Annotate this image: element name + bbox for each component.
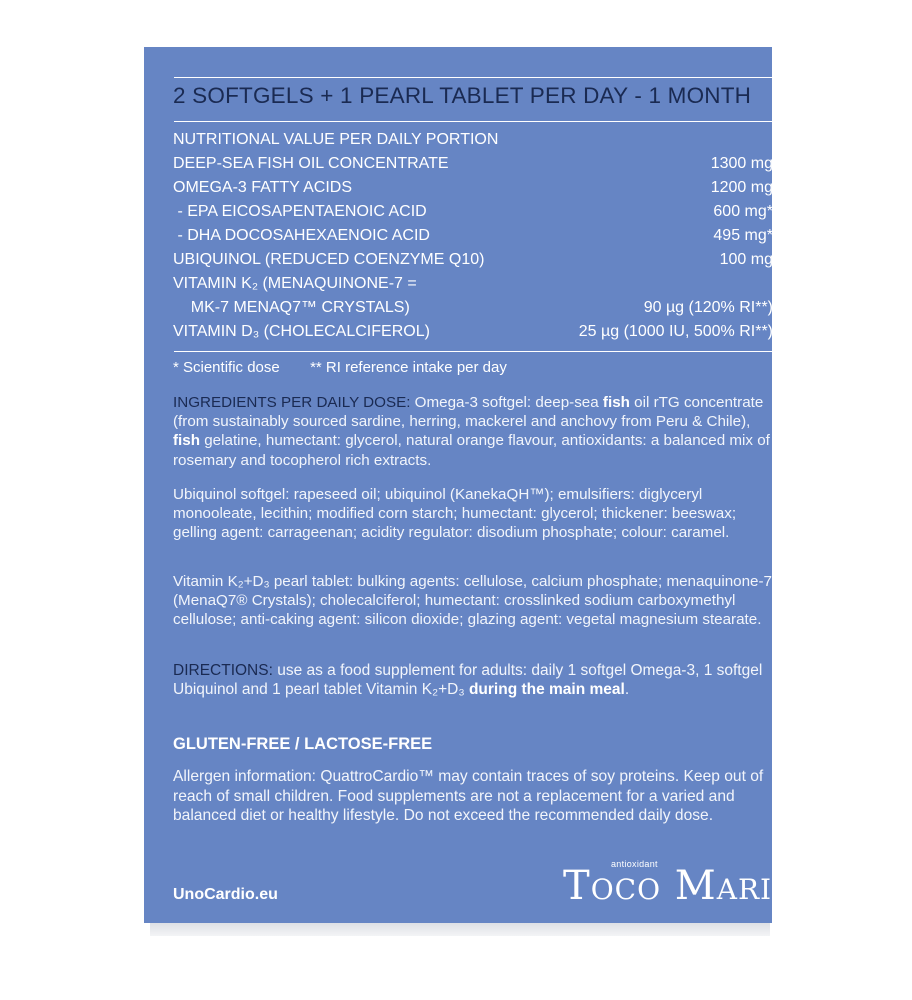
nutrition-row xyxy=(173,248,773,272)
tocomarin-logo xyxy=(563,859,798,909)
ingredients-ubiquinol: Ubiquinol softgel: rapeseed oil; ubiquinol (KanekaQH™); emulsifiers: diglyceryl monooleate, lecithin; modified corn starch; humectant: glycerol; thickener: beeswax; gelling agent: carrageenan; acidity regulator: disodium phosphate; colour: caramel. xyxy=(173,486,737,542)
nutrient-name: DEEP-SEA FISH OIL CONCENTRATE xyxy=(173,155,449,172)
logo-letters: ARIN xyxy=(716,873,798,906)
allergen-info: Allergen information: QuattroCardio™ may contain traces of soy proteins. Keep out of reach of small children. Food supplements are not a replacement for a varied and balanced diet or healthy lifestyle. Do not exceed the recommended daily dose. xyxy=(173,768,764,824)
divider-top xyxy=(174,77,773,78)
nutrient-value: 90 µg (120% RI**) xyxy=(643,299,773,316)
nutrient-value: 25 µg (1000 IU, 500% RI**) xyxy=(578,323,773,340)
nutrition-title-text: NUTRITIONAL VALUE PER DAILY PORTION xyxy=(173,131,499,148)
ingredients-label: INGREDIENTS PER DAILY DOSE: xyxy=(173,394,411,411)
nutrient-name: - EPA EICOSAPENTAENOIC ACID xyxy=(173,203,427,220)
allergen-fish: fish xyxy=(173,432,201,450)
nutrition-title xyxy=(173,128,773,152)
logo-tagline: antioxidant xyxy=(611,859,658,869)
nutrition-row xyxy=(173,152,773,176)
nutrient-name: VITAMIN D₃ (CHOLECALCIFEROL) xyxy=(173,323,430,340)
directions xyxy=(173,661,773,699)
logo-letters: OCO xyxy=(590,873,662,906)
nutrition-row xyxy=(173,200,773,224)
logo-letter: T xyxy=(563,863,591,909)
ingredients-vitamin: Vitamin K₂+D₃ pearl tablet: bulking agents: cellulose, calcium phosphate; menaquinone-7 (MenaQ7® Crystals); cholecalciferol; humectant: crosslinked sodium carboxymethyl cellulose; anti-caking agent: silicon dioxide; glazing agent: vegetal magnesium stearate. xyxy=(173,573,772,629)
nutrient-name: VITAMIN K₂ (MENAQUINONE-7 = xyxy=(173,275,417,292)
logo-letter: M xyxy=(674,863,717,909)
dosage-heading: 2 SOFTGELS + 1 PEARL TABLET PER DAY - 1 MONTH xyxy=(173,83,752,108)
footnote-scientific: * Scientific dose xyxy=(173,359,280,376)
directions-label: DIRECTIONS: xyxy=(173,662,273,679)
nutrient-value: 100 mg xyxy=(719,251,773,268)
nutrition-row xyxy=(173,224,773,248)
divider-nutrition xyxy=(174,351,773,352)
footnote-ri: ** RI reference intake per day xyxy=(310,359,507,376)
nutrient-value: 600 mg* xyxy=(713,203,773,220)
ingredients-text: gelatine, humectant: glycerol, natural orange flavour, antioxidants: a balanced mix of rosemary and tocopherol rich extracts. xyxy=(173,432,770,469)
nutrient-name: UBIQUINOL (REDUCED COENZYME Q10) xyxy=(173,251,485,268)
directions-end: . xyxy=(624,681,630,699)
nutrition-row xyxy=(173,176,773,200)
nutrient-value: 495 mg* xyxy=(713,227,773,244)
nutrient-value: 1200 mg xyxy=(710,179,773,196)
ingredients-text: oil rTG concentrate (from sustainably sourced sardine, herring, mackerel and anchovy from Peru & Chile), xyxy=(173,394,764,431)
gluten-free-label: GLUTEN-FREE / LACTOSE-FREE xyxy=(173,735,433,753)
logo-wordmark xyxy=(563,863,798,909)
nutrition-row xyxy=(173,320,773,344)
nutrition-row xyxy=(173,272,773,296)
nutrient-name: MK-7 MENAQ7™ CRYSTALS) xyxy=(173,299,410,316)
directions-bold: during the main meal xyxy=(468,681,625,699)
logo-space xyxy=(661,863,675,909)
nutrition-row xyxy=(173,296,773,320)
allergen-fish: fish xyxy=(602,394,630,411)
directions-text: use as a food supplement for adults: daily 1 softgel Omega-3, 1 softgel Ubiquinol and 1 pearl tablet Vitamin K₂+D₃ xyxy=(173,662,763,699)
nutrient-value: 1300 mg xyxy=(710,155,773,172)
ingredients-text: Omega-3 softgel: deep-sea xyxy=(410,394,603,411)
nutrient-name: - DHA DOCOSAHEXAENOIC ACID xyxy=(173,227,430,244)
product-box-back xyxy=(144,47,798,923)
website-url: UnoCardio.eu xyxy=(173,886,278,903)
footnotes xyxy=(173,359,507,376)
nutrient-name: OMEGA-3 FATTY ACIDS xyxy=(173,179,352,196)
divider-heading xyxy=(174,121,773,122)
ingredients-omega3 xyxy=(173,393,773,470)
